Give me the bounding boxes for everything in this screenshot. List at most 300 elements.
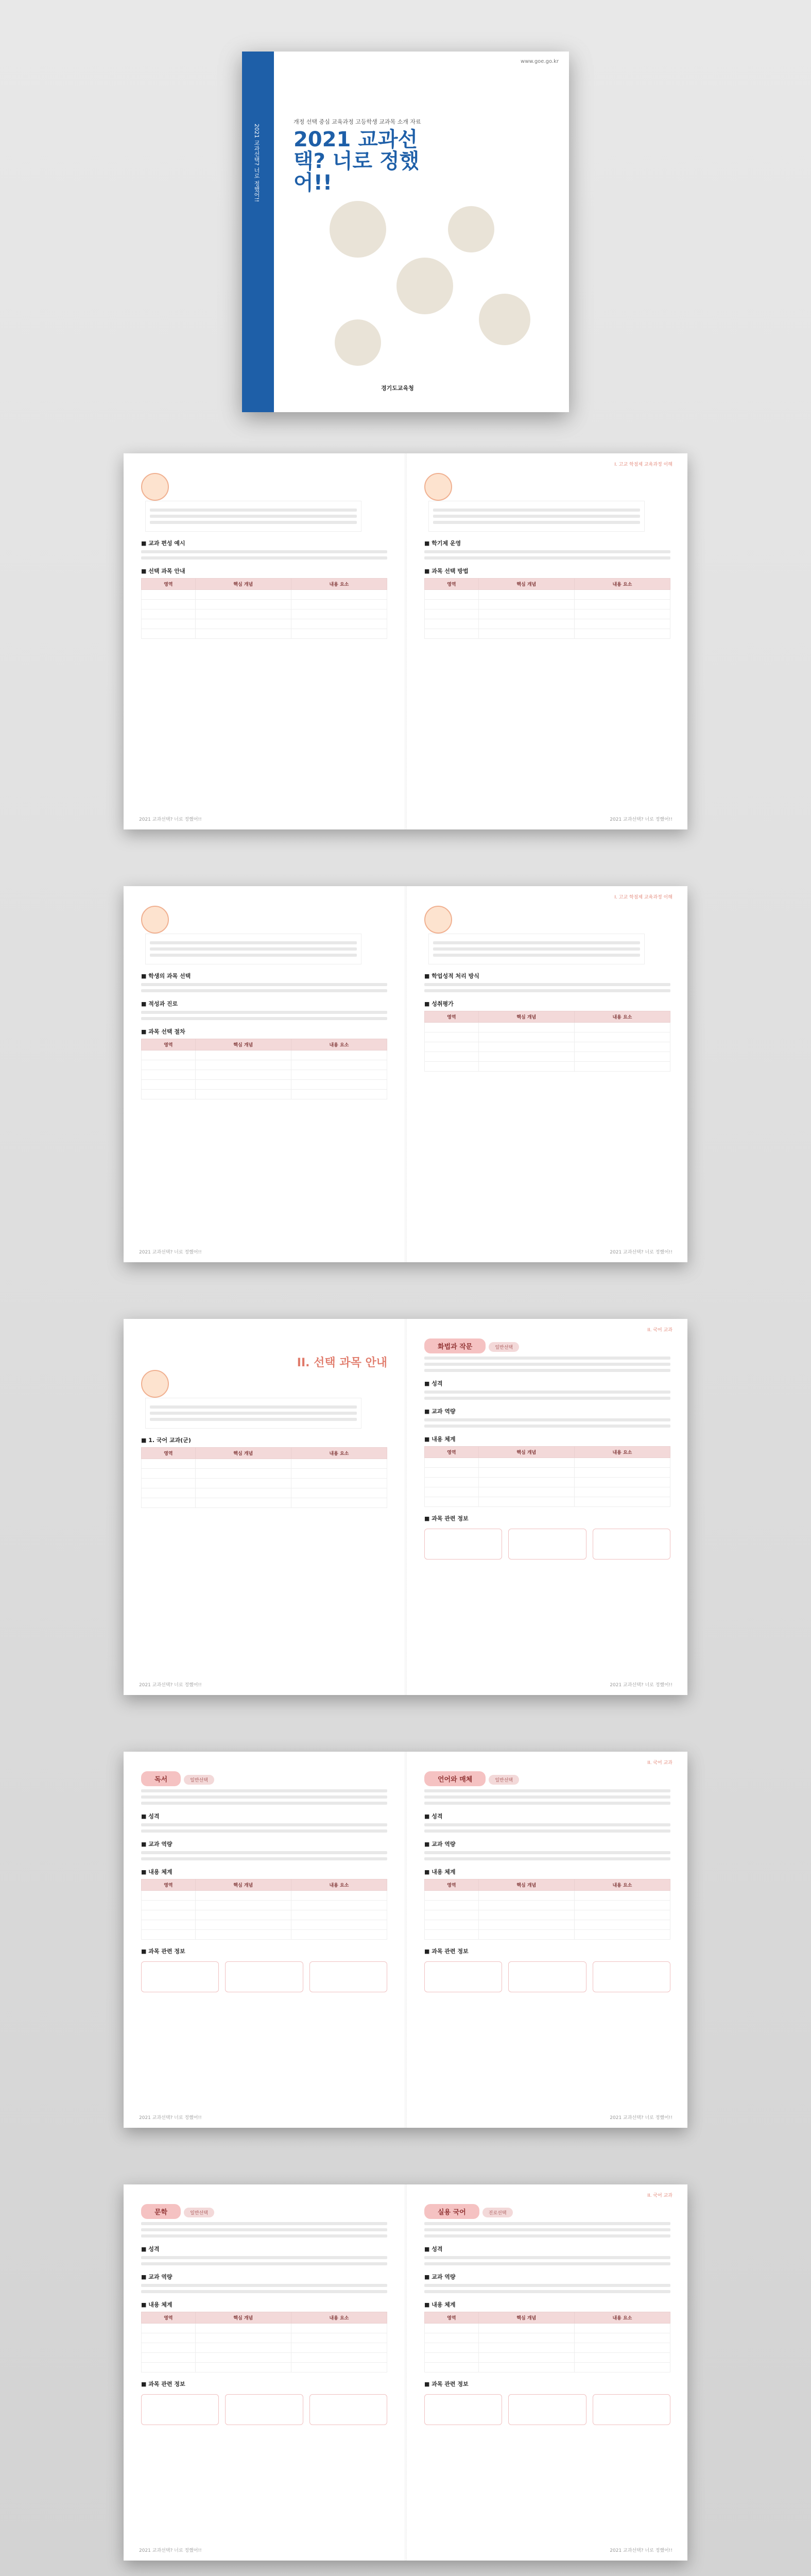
section-heading: ■ 학생의 과목 선택 <box>141 973 191 979</box>
subject-type-chip: 진로선택 <box>482 2208 513 2217</box>
text-line <box>141 1823 387 1826</box>
page-footer: 2021 교과선택? 너로 정했어!! <box>139 1250 202 1255</box>
table-cell <box>195 2333 291 2343</box>
table-header-row <box>142 2312 387 2324</box>
table-row <box>142 1459 387 1469</box>
table-row <box>425 1901 670 1910</box>
table-header-cell: 영역 <box>425 1447 479 1458</box>
table-row <box>142 590 387 600</box>
speech-bubble <box>145 934 361 964</box>
text-line <box>141 550 387 553</box>
section-heading: ■ 학업성적 처리 방식 <box>424 973 479 979</box>
table-header-cell: 영역 <box>142 1879 196 1891</box>
table-header-cell: 내용 요소 <box>574 1447 670 1458</box>
text-line <box>150 1405 357 1409</box>
text-line <box>141 1011 387 1014</box>
section-heading: ■ 성격 <box>424 1380 443 1387</box>
table-cell <box>291 2363 387 2372</box>
info-box <box>508 1529 586 1560</box>
table-row <box>142 2343 387 2353</box>
subject-heading <box>424 2204 670 2219</box>
content-table <box>141 1879 387 1940</box>
table-row <box>142 629 387 639</box>
speaker-row <box>424 473 670 532</box>
table-cell <box>291 1930 387 1940</box>
text-line <box>424 983 670 986</box>
table-cell <box>142 1488 196 1498</box>
table-cell <box>478 1920 574 1930</box>
table-header-cell: 핵심 개념 <box>195 579 291 590</box>
table-cell <box>574 1910 670 1920</box>
table-cell <box>574 2363 670 2372</box>
page-l <box>124 2184 405 2561</box>
text-line <box>424 2284 670 2287</box>
text-line <box>141 1789 387 1792</box>
table-cell <box>574 2353 670 2363</box>
table-header-cell: 영역 <box>142 579 196 590</box>
text-line <box>141 2234 387 2238</box>
table-header-cell: 내용 요소 <box>291 1879 387 1891</box>
table-cell <box>195 1498 291 1508</box>
table-row <box>142 1050 387 1060</box>
table-cell <box>478 1032 574 1042</box>
text-line <box>141 983 387 986</box>
table-cell <box>574 1032 670 1042</box>
table-cell <box>425 1062 479 1072</box>
page-r <box>407 886 688 1262</box>
publisher-logo: 경기도교육청 <box>381 385 414 392</box>
table-cell <box>142 1090 196 1099</box>
table-row <box>142 1498 387 1508</box>
table-cell <box>291 1488 387 1498</box>
table-cell <box>291 590 387 600</box>
table-cell <box>195 1930 291 1940</box>
section-heading: ■ 성취평가 <box>424 1001 454 1007</box>
table-cell <box>142 2333 196 2343</box>
section-heading: ■ 성격 <box>141 1813 160 1820</box>
content-table <box>424 1446 670 1507</box>
table-cell <box>142 619 196 629</box>
table-cell <box>291 1901 387 1910</box>
table-cell <box>291 619 387 629</box>
table-cell <box>195 1910 291 1920</box>
related-info-boxes <box>424 1529 670 1560</box>
table-header-cell: 핵심 개념 <box>195 1039 291 1050</box>
table-row <box>425 1920 670 1930</box>
text-line <box>424 2234 670 2238</box>
text-line <box>150 509 357 512</box>
table-cell <box>425 1497 479 1507</box>
cover-subtitle: 개정 선택 중심 교육과정 고등학생 교과목 소개 자료 <box>294 118 421 125</box>
content-table <box>141 1039 387 1099</box>
section-heading: ■ 교과 역량 <box>141 2274 172 2280</box>
text-line <box>150 521 357 524</box>
text-line <box>141 1017 387 1020</box>
table-cell <box>291 1479 387 1488</box>
table-cell <box>195 1090 291 1099</box>
speaker-row <box>424 906 670 964</box>
table-row <box>142 1469 387 1479</box>
speaker-row <box>141 1370 387 1429</box>
text-line <box>141 1802 387 1805</box>
text-line <box>424 1851 670 1854</box>
section-heading: ■ 내용 체계 <box>424 2301 456 2308</box>
page-footer: 2021 교과선택? 너로 정했어!! <box>139 817 202 822</box>
text-line <box>141 2290 387 2293</box>
page-footer: 2021 교과선택? 너로 정했어!! <box>610 1250 672 1255</box>
table-row <box>142 2333 387 2343</box>
book-spread <box>124 1319 687 1695</box>
table-cell <box>195 629 291 639</box>
content-table <box>424 578 670 639</box>
section-heading: ■ 교과 역량 <box>141 1841 172 1848</box>
page-r <box>407 2184 688 2561</box>
table-cell <box>574 1487 670 1497</box>
table-cell <box>291 1090 387 1099</box>
table-cell <box>478 2363 574 2372</box>
table-row <box>425 1062 670 1072</box>
info-box <box>424 2394 502 2425</box>
info-box <box>593 2394 670 2425</box>
text-line <box>150 947 357 951</box>
table-cell <box>478 2343 574 2353</box>
table-row <box>142 1488 387 1498</box>
text-line <box>141 1829 387 1833</box>
table-cell <box>142 2353 196 2363</box>
page-footer: 2021 교과선택? 너로 정했어!! <box>610 2548 672 2553</box>
table-cell <box>425 1920 479 1930</box>
text-line <box>150 1412 357 1415</box>
table-cell <box>478 1497 574 1507</box>
book-spread <box>124 2184 687 2561</box>
table-cell <box>425 590 479 600</box>
table-cell <box>574 1458 670 1468</box>
text-line <box>141 2228 387 2231</box>
table-row <box>425 619 670 629</box>
table-header-row <box>425 1447 670 1458</box>
table-cell <box>574 1052 670 1062</box>
table-row <box>142 1479 387 1488</box>
table-row <box>425 590 670 600</box>
table-cell <box>425 2343 479 2353</box>
text-line <box>424 1857 670 1860</box>
table-row <box>142 1920 387 1930</box>
text-line <box>424 1363 670 1366</box>
text-line <box>424 1823 670 1826</box>
text-line <box>141 1795 387 1799</box>
page-footer: 2021 교과선택? 너로 정했어!! <box>610 2115 672 2121</box>
page-r <box>407 1752 688 2128</box>
table-header-cell: 내용 요소 <box>291 1039 387 1050</box>
table-cell <box>478 1042 574 1052</box>
table-header-row <box>425 579 670 590</box>
text-line <box>141 1851 387 1854</box>
table-cell <box>291 1060 387 1070</box>
page-l <box>124 886 405 1262</box>
table-cell <box>574 1023 670 1032</box>
student-illustration <box>330 201 386 258</box>
table-cell <box>195 609 291 619</box>
table-cell <box>291 2343 387 2353</box>
table-cell <box>195 1488 291 1498</box>
table-row <box>142 1891 387 1901</box>
text-line <box>424 556 670 560</box>
section-heading: ■ 교과 역량 <box>424 2274 456 2280</box>
table-cell <box>425 619 479 629</box>
section-heading: ■ 내용 체계 <box>424 1436 456 1443</box>
table-cell <box>478 1023 574 1032</box>
page-l <box>124 1752 405 2128</box>
table-cell <box>478 2353 574 2363</box>
section-heading: ■ 학기제 운영 <box>424 540 461 547</box>
text-line <box>141 2222 387 2225</box>
table-cell <box>478 1487 574 1497</box>
table-cell <box>574 2324 670 2333</box>
section-heading: ■ 과목 관련 정보 <box>424 2381 469 2387</box>
section-heading: ■ 교과 역량 <box>424 1841 456 1848</box>
page-l <box>124 1319 405 1695</box>
table-cell <box>142 1070 196 1080</box>
text-line <box>424 2262 670 2265</box>
table-cell <box>291 2333 387 2343</box>
table-cell <box>425 609 479 619</box>
section-heading: ■ 적성과 진로 <box>141 1001 178 1007</box>
page-r <box>407 1319 688 1695</box>
book-spread <box>124 453 687 829</box>
table-cell <box>574 1930 670 1940</box>
intro-text-lines <box>424 1789 670 1805</box>
related-info-boxes <box>141 2394 387 2425</box>
table-cell <box>142 1050 196 1060</box>
text-line <box>424 1425 670 1428</box>
text-line <box>433 947 640 951</box>
table-cell <box>291 1070 387 1080</box>
table-cell <box>425 600 479 609</box>
table-row <box>425 1497 670 1507</box>
table-header-cell: 핵심 개념 <box>195 1879 291 1891</box>
section-heading: ■ 과목 관련 정보 <box>424 1948 469 1955</box>
text-line <box>424 2290 670 2293</box>
subject-pill: 문학 <box>141 2204 181 2219</box>
section-heading: ■ 내용 체계 <box>424 1869 456 1875</box>
table-cell <box>574 1478 670 1487</box>
table-cell <box>142 1930 196 1940</box>
table-row <box>425 2363 670 2372</box>
table-cell <box>425 1052 479 1062</box>
content-table <box>141 578 387 639</box>
text-line <box>141 2262 387 2265</box>
table-cell <box>425 1042 479 1052</box>
table-cell <box>425 2333 479 2343</box>
character-avatar <box>141 906 169 934</box>
page-footer: 2021 교과선택? 너로 정했어!! <box>139 2115 202 2121</box>
table-cell <box>574 629 670 639</box>
info-box <box>593 1961 670 1992</box>
table-cell <box>478 1901 574 1910</box>
info-box <box>309 2394 387 2425</box>
table-cell <box>195 2324 291 2333</box>
section-heading: ■ 내용 체계 <box>141 2301 172 2308</box>
text-line <box>424 2228 670 2231</box>
text-line <box>433 954 640 957</box>
subject-pill: 화법과 작문 <box>424 1338 486 1353</box>
table-header-cell: 영역 <box>425 1011 479 1023</box>
table-cell <box>425 1458 479 1468</box>
table-header-cell: 내용 요소 <box>291 579 387 590</box>
subject-type-chip: 일반선택 <box>184 2208 214 2217</box>
table-cell <box>195 2353 291 2363</box>
table-cell <box>291 1910 387 1920</box>
table-header-cell: 내용 요소 <box>574 2312 670 2324</box>
section-heading: ■ 과목 선택 절차 <box>141 1028 185 1035</box>
table-header-cell: 핵심 개념 <box>478 1011 574 1023</box>
table-cell <box>478 600 574 609</box>
info-box <box>309 1961 387 1992</box>
book-spread <box>124 886 687 1262</box>
table-cell <box>425 1891 479 1901</box>
text-line <box>150 515 357 518</box>
running-header: I. 고교 학점제 교육과정 이해 <box>614 895 672 900</box>
table-cell <box>478 1910 574 1920</box>
content-table <box>424 1011 670 1072</box>
table-header-cell: 내용 요소 <box>574 1011 670 1023</box>
page-l <box>124 453 405 829</box>
table-cell <box>478 1062 574 1072</box>
table-cell <box>425 1032 479 1042</box>
text-line <box>424 2256 670 2259</box>
table-row <box>425 1910 670 1920</box>
running-header: I. 고교 학점제 교육과정 이해 <box>614 462 672 467</box>
subject-heading <box>424 1338 670 1353</box>
subject-pill: 독서 <box>141 1771 181 1786</box>
table-row <box>425 1891 670 1901</box>
text-line <box>424 1357 670 1360</box>
text-line <box>150 1418 357 1421</box>
table-row <box>425 2333 670 2343</box>
student-illustration <box>448 206 494 252</box>
table-header-cell: 영역 <box>142 1039 196 1050</box>
table-header-cell: 핵심 개념 <box>478 1879 574 1891</box>
table-row <box>425 629 670 639</box>
table-row <box>142 2324 387 2333</box>
running-header: II. 국어 교과 <box>647 2193 672 2198</box>
section-heading: ■ 성격 <box>141 2246 160 2252</box>
table-cell <box>195 600 291 609</box>
info-box <box>424 1961 502 1992</box>
table-cell <box>478 1930 574 1940</box>
table-cell <box>425 1487 479 1497</box>
table-row <box>142 2353 387 2363</box>
text-line <box>433 941 640 944</box>
text-line <box>433 521 640 524</box>
speech-bubble <box>145 1398 361 1429</box>
table-cell <box>425 1910 479 1920</box>
table-cell <box>142 2363 196 2372</box>
table-row <box>142 2363 387 2372</box>
table-row <box>425 1032 670 1042</box>
table-cell <box>478 2324 574 2333</box>
table-header-cell: 내용 요소 <box>291 1448 387 1459</box>
running-header: II. 국어 교과 <box>647 1328 672 1333</box>
info-box <box>225 1961 303 1992</box>
section-heading: ■ 성격 <box>424 2246 443 2252</box>
intro-text-lines <box>424 1357 670 1372</box>
table-cell <box>574 1901 670 1910</box>
section-heading: ■ 과목 관련 정보 <box>424 1515 469 1522</box>
table-cell <box>425 2353 479 2363</box>
text-line <box>424 1418 670 1421</box>
table-cell <box>478 590 574 600</box>
table-cell <box>574 590 670 600</box>
table-header-row <box>142 1879 387 1891</box>
text-line <box>433 509 640 512</box>
table-cell <box>574 600 670 609</box>
table-row <box>425 1023 670 1032</box>
student-illustration <box>479 294 530 345</box>
table-row <box>425 600 670 609</box>
table-cell <box>291 609 387 619</box>
table-header-cell: 핵심 개념 <box>478 1447 574 1458</box>
table-cell <box>142 2324 196 2333</box>
speaker-row <box>141 906 387 964</box>
table-row <box>142 600 387 609</box>
table-header-cell: 내용 요소 <box>574 579 670 590</box>
table-cell <box>574 1497 670 1507</box>
table-row <box>425 1052 670 1062</box>
text-line <box>141 2284 387 2287</box>
table-row <box>425 1042 670 1052</box>
table-cell <box>195 1469 291 1479</box>
table-cell <box>574 1920 670 1930</box>
table-header-row <box>142 1448 387 1459</box>
info-box <box>141 1961 219 1992</box>
spine-title: 2021 교과선택? 너로 정했어!! <box>253 124 260 202</box>
page-footer: 2021 교과선택? 너로 정했어!! <box>139 1683 202 1688</box>
table-header-cell: 영역 <box>425 579 479 590</box>
table-cell <box>425 1930 479 1940</box>
character-avatar <box>424 473 452 501</box>
page-footer: 2021 교과선택? 너로 정했어!! <box>610 817 672 822</box>
table-cell <box>195 1891 291 1901</box>
table-cell <box>291 1080 387 1090</box>
table-cell <box>142 600 196 609</box>
speech-bubble <box>428 501 645 532</box>
subject-type-chip: 일반선택 <box>184 1775 214 1785</box>
table-cell <box>142 1469 196 1479</box>
text-line <box>424 1397 670 1400</box>
table-row <box>425 1478 670 1487</box>
table-cell <box>142 1060 196 1070</box>
table-row <box>425 2343 670 2353</box>
table-header-cell: 핵심 개념 <box>478 2312 574 2324</box>
table-cell <box>291 2353 387 2363</box>
table-cell <box>142 1498 196 1508</box>
table-cell <box>425 1023 479 1032</box>
table-row <box>425 2324 670 2333</box>
table-row <box>142 1910 387 1920</box>
table-row <box>142 1930 387 1940</box>
section-heading: ■ 과목 선택 방법 <box>424 568 469 574</box>
text-line <box>150 954 357 957</box>
table-row <box>142 609 387 619</box>
cover-spine <box>242 52 274 412</box>
text-line <box>424 1369 670 1372</box>
table-row <box>142 1070 387 1080</box>
table-row <box>425 1458 670 1468</box>
text-line <box>424 989 670 992</box>
subject-heading <box>141 2204 387 2219</box>
table-cell <box>478 619 574 629</box>
